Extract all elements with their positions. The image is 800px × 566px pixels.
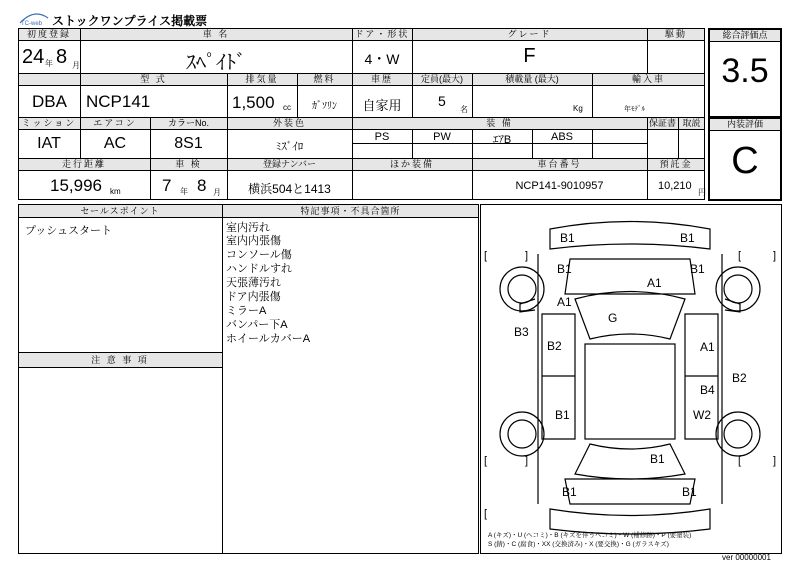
label-other-equipment: ほか装備: [389, 159, 434, 169]
damage-mark: B1: [682, 485, 697, 499]
special-note: 天張薄汚れ: [226, 277, 281, 289]
deposit-unit: 円: [698, 188, 706, 197]
diagram-bracket: [: [484, 455, 488, 467]
fuel: ｶﾞｿﾘﾝ: [312, 101, 337, 112]
special-note: 室内内張傷: [226, 235, 281, 247]
label-door-shape: ドア・形状: [354, 29, 410, 39]
logo-text: TC-web: [21, 21, 43, 27]
inspection-year: 7: [162, 176, 172, 195]
label-special-notes: 特記事項・不具合箇所: [300, 206, 401, 216]
damage-mark: A1: [557, 295, 572, 309]
equipment-item: PS: [374, 131, 390, 143]
label-equipment: 装 備: [486, 118, 513, 128]
label-warranty: 保証書: [648, 118, 676, 128]
label-drive: 駆動: [664, 29, 687, 39]
load-unit: Kg: [573, 104, 583, 113]
legend-line: S (錆)・C (腐食)・XX (交換済み)・X (要交換)・G (ガラスキズ): [488, 541, 669, 548]
special-note: ミラーA: [226, 305, 267, 317]
door-shape: 4・W: [364, 51, 400, 67]
label-grade: グレード: [507, 29, 552, 39]
equipment-item: ｴｱB: [492, 134, 512, 146]
damage-mark: A1: [647, 276, 662, 290]
reg-month: 8: [56, 46, 68, 68]
chassis-no: NCP141-9010957: [515, 180, 604, 192]
label-exterior-color: 外装色: [272, 118, 306, 128]
displacement: 1,500: [232, 93, 275, 112]
deposit: 10,210: [658, 180, 692, 192]
diagram-bracket: [: [484, 250, 488, 262]
damage-mark: A1: [700, 340, 715, 354]
legend-line: A (キズ)・U (ヘコミ)・B (キズを伴うヘコミ)・W (補修跡)・P (要塗装): [488, 532, 692, 539]
special-note: ドア内張傷: [226, 291, 281, 303]
displacement-unit: cc: [283, 103, 291, 112]
damage-mark: B1: [690, 262, 705, 276]
diagram-bracket: ]: [773, 455, 777, 467]
mileage: 15,996: [50, 176, 102, 195]
damage-mark: G: [608, 311, 618, 325]
vehicle-history: 自家用: [362, 98, 402, 113]
sheet-title: ストックワンプライス掲載票: [52, 14, 208, 28]
sales-point-item: プッシュスタート: [25, 225, 113, 237]
diagram-bracket: ]: [525, 250, 529, 262]
damage-mark: B1: [650, 452, 665, 466]
equipment-item: PW: [433, 131, 451, 143]
label-mission: ミッション: [21, 118, 77, 128]
damage-mark: W2: [693, 408, 711, 422]
label-aircon: エアコン: [93, 118, 137, 128]
special-note: バンパー下A: [226, 319, 288, 331]
interior-score: C: [731, 140, 759, 182]
diagram-bracket: ]: [773, 250, 777, 262]
special-note: ホイールカバーA: [226, 333, 311, 345]
label-history: 車歴: [370, 74, 393, 84]
capacity-unit: 名: [460, 105, 468, 114]
label-plate: 登録ナンバー: [263, 159, 316, 169]
reg-year: 24: [22, 46, 45, 68]
damage-mark: B1: [680, 231, 695, 245]
exterior-color: ﾐｽﾞｲﾛ: [275, 141, 304, 153]
diagram-bracket: [: [484, 508, 488, 520]
damage-mark: B4: [700, 383, 715, 397]
special-note: コンソール傷: [226, 249, 292, 261]
label-load: 積載量 (最大): [505, 74, 559, 84]
equipment-item: ABS: [550, 131, 573, 143]
car-name: ｽﾍﾟｲﾄﾞ: [186, 52, 246, 74]
damage-mark: B1: [562, 485, 577, 499]
damage-mark: B3: [514, 325, 529, 339]
label-first-reg: 初度登録: [26, 29, 71, 39]
company-logo: [18, 10, 50, 28]
model-code: NCP141: [86, 92, 151, 111]
label-color-no: カラーNo.: [167, 118, 209, 128]
inspection-year-unit: 年: [180, 187, 188, 196]
damage-mark: B1: [555, 408, 570, 422]
diagram-bracket: ]: [525, 455, 529, 467]
special-note: ハンドルすれ: [226, 263, 292, 275]
label-model: 型 式: [140, 74, 167, 84]
special-note: 室内汚れ: [226, 222, 270, 234]
reg-year-unit: 年: [45, 59, 53, 68]
overall-score: 3.5: [721, 52, 769, 90]
damage-mark: B1: [557, 262, 572, 276]
mileage-unit: km: [110, 187, 121, 196]
version-label: ver 00000001: [722, 553, 771, 562]
mission: IAT: [37, 135, 61, 152]
damage-mark: B1: [560, 231, 575, 245]
license-plate: 横浜504と1413: [248, 182, 331, 196]
reg-month-unit: 月: [72, 61, 80, 70]
aircon: AC: [103, 135, 127, 152]
inspection-month: 8: [197, 176, 207, 195]
import-year-label: 年ﾓﾃﾞﾙ: [624, 106, 645, 113]
label-manual: 取説: [682, 118, 701, 128]
label-displacement: 排気量: [245, 74, 279, 84]
color-no: 8S1: [174, 135, 203, 152]
capacity: 5: [438, 93, 446, 109]
diagram-bracket: [: [738, 455, 742, 467]
label-deposit: 預託金: [659, 159, 693, 169]
inspection-month-unit: 月: [213, 188, 221, 197]
label-overall-score: 総合評価点: [710, 30, 780, 42]
label-mileage: 走行距離: [61, 159, 106, 169]
label-caution: 注 意 事 項: [91, 355, 149, 365]
label-sales-point: セールスポイント: [80, 206, 160, 216]
damage-mark: B2: [547, 339, 562, 353]
label-import: 輸入車: [631, 74, 665, 84]
damage-mark: B2: [732, 371, 747, 385]
diagram-bracket: [: [738, 250, 742, 262]
label-chassis-no: 車台番号: [537, 159, 582, 169]
label-car-name: 車 名: [202, 29, 230, 39]
label-interior-score: 内装評価: [710, 119, 780, 131]
label-capacity: 定員(最大): [421, 74, 463, 84]
model-prefix: DBA: [32, 92, 67, 111]
grade: F: [523, 45, 536, 67]
label-fuel: 燃料: [313, 74, 336, 84]
label-inspection: 車 検: [175, 159, 202, 169]
